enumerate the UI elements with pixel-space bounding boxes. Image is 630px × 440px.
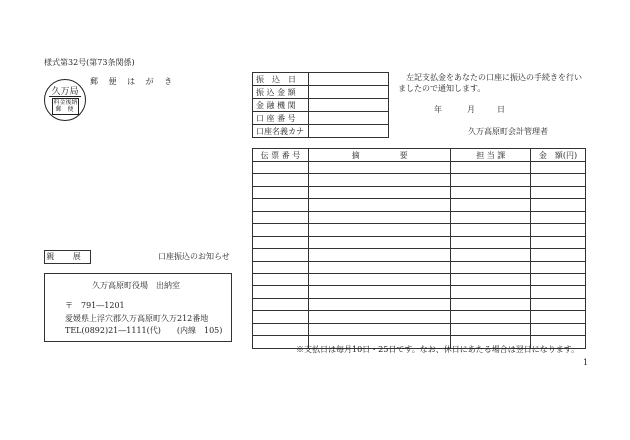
table-cell — [531, 186, 586, 198]
header-slip-number: 伝 票 番 号 — [253, 149, 309, 162]
transfer-info-table — [252, 72, 389, 138]
table-cell — [253, 273, 309, 285]
table-cell — [308, 286, 451, 298]
table-cell — [451, 186, 531, 198]
info-value — [309, 73, 389, 86]
payment-detail-table — [252, 148, 586, 349]
table-cell — [308, 211, 451, 223]
info-label: 口 座 番 号 — [253, 112, 309, 125]
table-row — [253, 323, 586, 335]
table-row — [253, 286, 586, 298]
table-cell — [308, 199, 451, 211]
table-cell — [253, 236, 309, 248]
table-cell — [531, 249, 586, 261]
table-cell — [253, 249, 309, 261]
table-cell — [308, 261, 451, 273]
table-cell — [451, 286, 531, 298]
table-cell — [451, 199, 531, 211]
sender-address: 愛媛県上浮穴郡久万高原町久万212番地 — [65, 314, 209, 323]
notice-line-1: 左記支払金をあなたの口座に振込の手続きを行い — [406, 73, 582, 82]
table-row — [253, 186, 586, 198]
table-cell — [308, 186, 451, 198]
table-cell — [308, 224, 451, 236]
treasurer-label: 久万高原町会計管理者 — [468, 127, 548, 136]
table-cell — [253, 261, 309, 273]
sender-phone: TEL(0892)21―1111(代) (内線 105) — [65, 326, 223, 335]
table-cell — [531, 199, 586, 211]
info-row — [253, 86, 389, 99]
table-cell — [531, 224, 586, 236]
table-row — [253, 311, 586, 323]
table-row — [253, 211, 586, 223]
table-cell — [451, 298, 531, 310]
table-cell — [531, 323, 586, 335]
table-cell — [253, 174, 309, 186]
table-cell — [451, 311, 531, 323]
table-row — [253, 199, 586, 211]
postmark-paid: 料金後納 — [53, 99, 78, 106]
info-label: 振 込 金 額 — [253, 86, 309, 99]
table-cell — [308, 298, 451, 310]
table-cell — [253, 199, 309, 211]
table-cell — [451, 261, 531, 273]
table-cell — [531, 298, 586, 310]
table-cell — [531, 174, 586, 186]
date-month: 月 — [467, 105, 475, 114]
info-row — [253, 73, 389, 86]
postmark-office: 久万局 — [51, 87, 79, 97]
table-cell — [253, 211, 309, 223]
table-cell — [308, 311, 451, 323]
table-row — [253, 249, 586, 261]
header-description: 摘 要 — [308, 149, 451, 162]
sender-name: 久万高原町役場 出納室 — [92, 281, 180, 290]
table-row — [253, 236, 586, 248]
table-cell — [308, 323, 451, 335]
table-row — [253, 174, 586, 186]
form-code: 様式第32号(第73条関係) — [44, 58, 135, 67]
table-cell — [253, 286, 309, 298]
info-label: 口座名義カナ — [253, 125, 309, 138]
header-department: 担 当 課 — [451, 149, 531, 162]
notice-title: 口座振込のお知らせ — [158, 252, 230, 261]
footnote: ※支払日は毎月10日・25日です。なお、休日にあたる場合は翌日になります。 — [296, 345, 580, 354]
table-cell — [531, 273, 586, 285]
info-row — [253, 99, 389, 112]
table-cell — [531, 261, 586, 273]
table-cell — [253, 298, 309, 310]
notice-text — [398, 72, 583, 94]
info-value — [309, 112, 389, 125]
page-number: 1 — [583, 358, 589, 367]
table-cell — [531, 211, 586, 223]
sender-box — [44, 273, 232, 342]
table-cell — [451, 224, 531, 236]
table-cell — [531, 236, 586, 248]
postmark-divider — [49, 96, 81, 97]
info-row — [253, 112, 389, 125]
table-cell — [253, 162, 309, 174]
info-label: 金 融 機 関 — [253, 99, 309, 112]
table-header-row — [253, 149, 586, 162]
info-value — [309, 125, 389, 138]
table-cell — [451, 236, 531, 248]
table-cell — [531, 286, 586, 298]
table-cell — [308, 162, 451, 174]
info-row — [253, 125, 389, 138]
table-cell — [308, 174, 451, 186]
table-cell — [451, 323, 531, 335]
table-row — [253, 273, 586, 285]
header-amount: 金 額(円) — [531, 149, 586, 162]
table-cell — [253, 224, 309, 236]
postmark-stamp — [44, 79, 86, 121]
table-cell — [531, 311, 586, 323]
table-cell — [253, 323, 309, 335]
date-year: 年 — [434, 105, 442, 114]
table-cell — [451, 273, 531, 285]
table-row — [253, 298, 586, 310]
table-row — [253, 162, 586, 174]
table-cell — [308, 273, 451, 285]
table-cell — [308, 236, 451, 248]
table-cell — [253, 311, 309, 323]
postmark-box — [52, 98, 79, 115]
table-cell — [451, 249, 531, 261]
table-cell — [451, 162, 531, 174]
notice-line-2: ましたので通知します。 — [398, 84, 486, 93]
date-line — [434, 104, 505, 115]
table-cell — [308, 249, 451, 261]
info-value — [309, 99, 389, 112]
date-day: 日 — [497, 105, 505, 114]
table-cell — [253, 186, 309, 198]
table-row — [253, 261, 586, 273]
info-value — [309, 86, 389, 99]
sender-postal-code: 〒 791―1201 — [65, 301, 125, 310]
table-cell — [451, 211, 531, 223]
confidential-label: 親 展 — [44, 250, 91, 264]
postmark-mail: 郵 便 — [55, 106, 76, 113]
table-cell — [531, 162, 586, 174]
table-row — [253, 224, 586, 236]
table-cell — [451, 174, 531, 186]
info-label: 振 込 日 — [253, 73, 309, 86]
postcard-label: 郵 便 は が き — [90, 77, 177, 86]
